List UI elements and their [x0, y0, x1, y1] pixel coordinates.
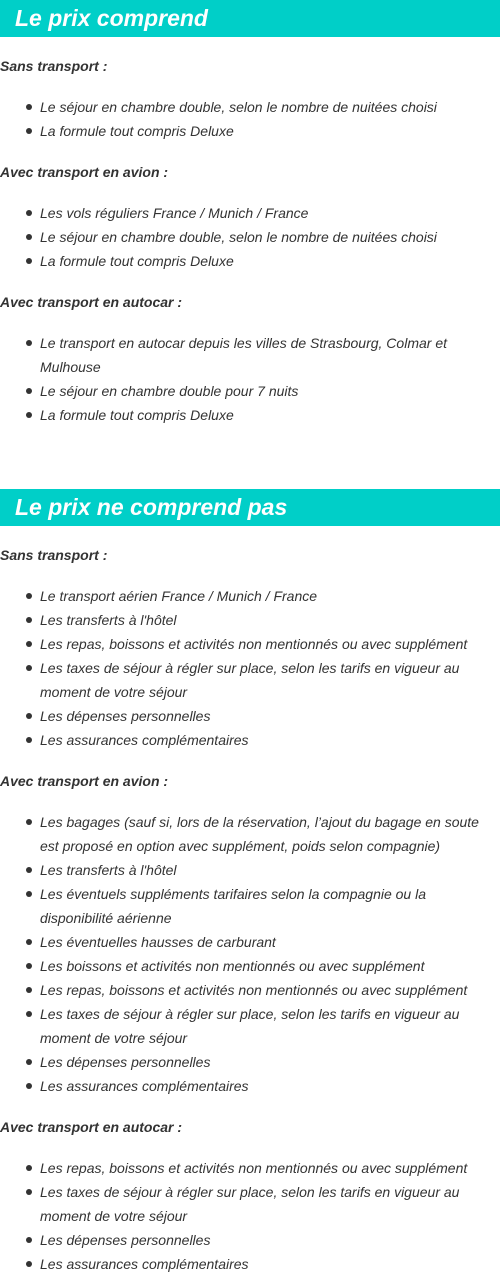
list-not-included-no-transport: [0, 584, 500, 752]
group-title-coach: Avec transport en autocar :: [0, 1119, 183, 1135]
list-item: Le transport aérien France / Munich / France: [40, 584, 500, 608]
group-title-no-transport: Sans transport :: [0, 58, 108, 74]
list-not-included-coach: [0, 1156, 500, 1276]
list-item: Les boissons et activités non mentionnés ou avec supplément: [40, 954, 500, 978]
list-item: Les dépenses personnelles: [40, 1228, 500, 1252]
list-item: Le séjour en chambre double, selon le nombre de nuitées choisi: [40, 95, 500, 119]
list-item: Les dépenses personnelles: [40, 1050, 500, 1074]
list-item: Les repas, boissons et activités non mentionnés ou avec supplément: [40, 978, 500, 1002]
list-not-included-plane: [0, 810, 500, 1098]
group-title-plane: Avec transport en avion :: [0, 164, 169, 180]
group-title-no-transport: Sans transport :: [0, 547, 108, 563]
list-item: Les transferts à l'hôtel: [40, 608, 500, 632]
group-title-plane: Avec transport en avion :: [0, 773, 169, 789]
list-item: Le séjour en chambre double, selon le nombre de nuitées choisi: [40, 225, 500, 249]
list-item: Les éventuelles hausses de carburant: [40, 930, 500, 954]
list-included-coach: [0, 331, 500, 427]
list-item: Le séjour en chambre double pour 7 nuits: [40, 379, 500, 403]
list-item: Les dépenses personnelles: [40, 704, 500, 728]
list-item: La formule tout compris Deluxe: [40, 249, 500, 273]
list-item: Les assurances complémentaires: [40, 1074, 500, 1098]
list-item: Les bagages (sauf si, lors de la réservation, l’ajout du bagage en soute est proposé en option avec supplément, poids selon compagnie): [40, 810, 500, 858]
list-item: Les assurances complémentaires: [40, 728, 500, 752]
section-header-not-included: Le prix ne comprend pas: [0, 489, 500, 526]
list-item: Les repas, boissons et activités non mentionnés ou avec supplément: [40, 1156, 500, 1180]
list-item: Les taxes de séjour à régler sur place, selon les tarifs en vigueur au moment de votre séjour: [40, 656, 500, 704]
list-item: La formule tout compris Deluxe: [40, 403, 500, 427]
list-included-plane: [0, 201, 500, 273]
section-header-included: Le prix comprend: [0, 0, 500, 37]
list-item: Les vols réguliers France / Munich / France: [40, 201, 500, 225]
list-item: Le transport en autocar depuis les villes de Strasbourg, Colmar et Mulhouse: [40, 331, 500, 379]
group-title-coach: Avec transport en autocar :: [0, 294, 183, 310]
list-item: Les taxes de séjour à régler sur place, selon les tarifs en vigueur au moment de votre séjour: [40, 1180, 500, 1228]
list-item: Les transferts à l'hôtel: [40, 858, 500, 882]
list-item: La formule tout compris Deluxe: [40, 119, 500, 143]
list-item: Les éventuels suppléments tarifaires selon la compagnie ou la disponibilité aérienne: [40, 882, 500, 930]
list-included-no-transport: [0, 95, 500, 143]
list-item: Les repas, boissons et activités non mentionnés ou avec supplément: [40, 632, 500, 656]
list-item: Les taxes de séjour à régler sur place, selon les tarifs en vigueur au moment de votre séjour: [40, 1002, 500, 1050]
list-item: Les assurances complémentaires: [40, 1252, 500, 1276]
section-spacer: [0, 447, 500, 489]
